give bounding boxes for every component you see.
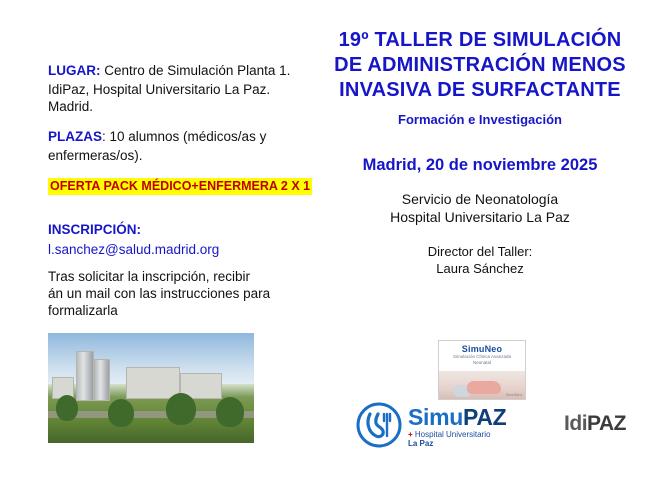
- simupaz-mark-icon: [356, 402, 402, 448]
- simuneo-title: SimuNeo: [461, 344, 503, 354]
- hospital-line-1: Hospital Universitario: [414, 430, 491, 439]
- plazas-text-1: : 10 alumnos (médicos/as y: [102, 129, 267, 144]
- service-line-1: Servicio de Neonatología: [401, 191, 559, 207]
- inscripcion-email[interactable]: l.sanchez@salud.madrid.org: [48, 242, 220, 257]
- hospital-cross-icon: +: [408, 430, 413, 439]
- director-label: Director del Taller:: [427, 244, 533, 259]
- hospital-lapaz-logo: [408, 430, 491, 448]
- event-date: Madrid, 20 de noviembre 2025: [362, 156, 598, 174]
- tras-line-2: án un mail con las instrucciones para formalizarla: [48, 286, 271, 318]
- lugar-line-1: [48, 62, 318, 79]
- idipaz-wordmark: [564, 412, 626, 436]
- photo-building-main: [126, 367, 180, 399]
- plazas-block: [48, 128, 318, 164]
- page-title: 19º TALLER DE SIMULACIÓN DE ADMINISTRACIÓN MENOS INVASIVA DE SURFACTANTE: [334, 29, 626, 101]
- right-title-column: [330, 28, 630, 277]
- photo-tower-1: [76, 351, 94, 401]
- idipaz-idi: Idi: [564, 412, 588, 435]
- spacer: [48, 208, 318, 222]
- director-name: Laura Sánchez: [436, 261, 524, 276]
- lugar-label: LUGAR:: [48, 63, 101, 78]
- oferta-block: [48, 177, 318, 195]
- simuneo-photo: [439, 371, 525, 399]
- plazas-text-2: enfermeras/os).: [48, 148, 143, 163]
- lugar-text-1: Centro de Simulación Planta 1.: [104, 63, 291, 78]
- inscripcion-label: INSCRIPCIÓN:: [48, 222, 142, 237]
- plazas-line-1: [48, 128, 318, 145]
- neonate-manikin-shape: [467, 381, 501, 394]
- simuneo-logo-card: [438, 340, 526, 400]
- service-line-2: Hospital Universitario La Paz: [390, 209, 570, 225]
- simupaz-paz: PAZ: [463, 404, 507, 430]
- idipaz-paz: PAZ: [587, 412, 626, 435]
- photo-tree-2: [108, 399, 134, 427]
- hospital-photo: [48, 333, 254, 443]
- tras-line-1: Tras solicitar la inscripción, recibir: [48, 269, 251, 284]
- simuneo-photo-tag: SimuNeo: [505, 392, 522, 397]
- simuneo-sub-2: Neonatal: [472, 360, 491, 365]
- hospital-line-2: La Paz: [408, 439, 434, 448]
- photo-tower-2: [94, 359, 110, 401]
- simupaz-simu: Simu: [408, 404, 464, 430]
- logo-row: [356, 400, 626, 454]
- photo-tree-1: [56, 395, 78, 421]
- photo-tree-3: [166, 393, 196, 425]
- oferta-highlight: OFERTA PACK MÉDICO+ENFERMERA 2 X 1: [50, 179, 311, 193]
- simuneo-sub-1: Simulación Clínica Avanzada: [453, 354, 511, 359]
- plazas-label: PLAZAS: [48, 129, 102, 144]
- photo-tree-4: [216, 397, 244, 427]
- left-info-column: [48, 62, 318, 346]
- subtitle: Formación e Investigación: [398, 112, 562, 127]
- lugar-text-2: IdiPaz, Hospital Universitario La Paz. Madrid.: [48, 82, 271, 114]
- lugar-block: [48, 62, 318, 115]
- simupaz-wordmark: [408, 404, 506, 431]
